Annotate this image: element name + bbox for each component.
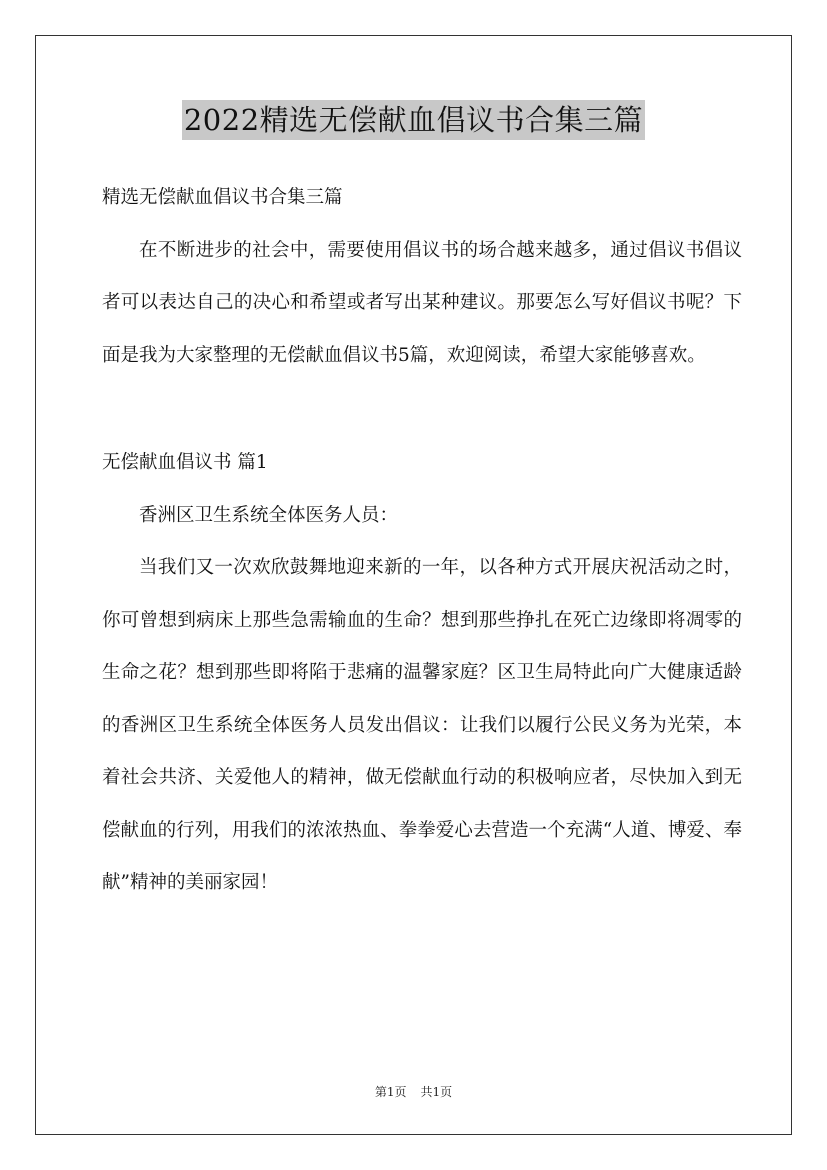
page-total: 共1页 (420, 1085, 453, 1099)
subtitle: 精选无偿献血倡议书合集三篇 (102, 187, 343, 208)
section-spacer (102, 382, 742, 437)
intro-paragraph: 在不断进步的社会中，需要使用倡议书的场合越来越多，通过倡议书倡议者可以表达自己的决心和希望或者写出某种建议。那要怎么写好倡议书呢？下面是我为大家整理的无偿献血倡议书5篇，欢迎阅读，希望大家能够喜欢。 (102, 239, 742, 366)
document-body (102, 172, 742, 910)
document-title: 2022精选无偿献血倡议书合集三篇 (182, 100, 645, 140)
page-number: 第1页 (374, 1085, 407, 1099)
body-paragraph: 当我们又一次欢欣鼓舞地迎来新的一年，以各种方式开展庆祝活动之时，你可曾想到病床上那些急需输血的生命？想到那些挣扎在死亡边缘即将凋零的生命之花？想到那些即将陷于悲痛的温馨家庭？区卫生局特此向广大健康适龄的香洲区卫生系统全体医务人员发出倡议：让我们以履行公民义务为光荣，本着社会共济、关爱他人的精神，做无偿献血行动的积极响应者，尽快加入到无偿献血的行列，用我们的浓浓热血、拳拳爱心去营造一个充满“人道、博爱、奉献”精神的美丽家园！ (102, 557, 742, 893)
salutation: 香洲区卫生系统全体医务人员： (139, 504, 399, 526)
page-footer (0, 1083, 827, 1101)
title-container (0, 100, 827, 140)
section-heading: 无偿献血倡议书 篇1 (102, 452, 268, 473)
